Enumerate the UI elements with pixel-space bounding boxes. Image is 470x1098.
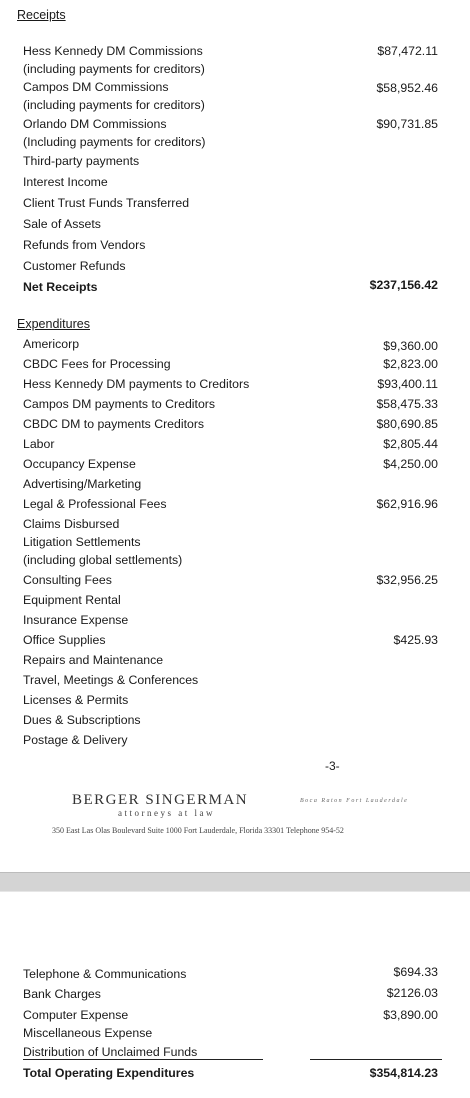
expenditures-heading: Expenditures (17, 317, 90, 331)
line-item-label: Occupancy Expense (23, 457, 136, 471)
line-item-value: $4,250.00 (383, 457, 438, 471)
line-item-label: Litigation Settlements (23, 535, 141, 549)
line-item-label: Orlando DM Commissions (23, 117, 167, 131)
line-item-value: $87,472.11 (377, 44, 438, 58)
line-item-label: Interest Income (23, 175, 108, 189)
line-item-label: Travel, Meetings & Conferences (23, 673, 199, 687)
line-item-label: (Including payments for creditors) (23, 135, 206, 149)
line-item-label: Licenses & Permits (23, 693, 129, 707)
line-item-label: Sale of Assets (23, 217, 101, 231)
line-item-value: $58,952.46 (376, 81, 438, 95)
line-item-label: Customer Refunds (23, 259, 126, 273)
firm-cities: Boca Raton Fort Lauderdale (300, 798, 409, 804)
firm-subtitle: attorneys at law (118, 808, 215, 818)
net-receipts-label: Net Receipts (23, 280, 98, 294)
line-item-label: (including payments for creditors) (23, 98, 205, 112)
total-rule-right (310, 1059, 442, 1060)
line-item-label: Campos DM payments to Creditors (23, 397, 216, 411)
line-item-label: Americorp (23, 337, 80, 351)
page-number: -3- (325, 759, 340, 773)
line-item-label: (including payments for creditors) (23, 62, 205, 76)
line-item-label: Equipment Rental (23, 593, 121, 607)
line-item-label: Client Trust Funds Transferred (23, 196, 190, 210)
line-item-value: $2,823.00 (383, 357, 438, 371)
line-item-value: $80,690.85 (376, 417, 438, 431)
line-item-label: Labor (23, 437, 55, 451)
line-item-label: CBDC DM to payments Creditors (23, 417, 205, 431)
line-item-value: $32,956.25 (376, 573, 438, 587)
line-item-label: Distribution of Unclaimed Funds (23, 1045, 198, 1059)
line-item-value: $90,731.85 (376, 117, 438, 131)
line-item-label: Hess Kennedy DM payments to Creditors (23, 377, 250, 391)
line-item-label: CBDC Fees for Processing (23, 357, 171, 371)
line-item-value: $58,475.33 (376, 397, 438, 411)
line-item-label: Legal & Professional Fees (23, 497, 167, 511)
line-item-label: Dues & Subscriptions (23, 713, 141, 727)
line-item-value: $93,400.11 (377, 377, 438, 391)
line-item-value: $9,360.00 (383, 339, 438, 353)
line-item-label: Consulting Fees (23, 573, 112, 587)
line-item-label: Repairs and Maintenance (23, 653, 164, 667)
line-item-label: (including global settlements) (23, 553, 183, 567)
line-item-value: $2126.03 (386, 986, 438, 1000)
line-item-label: Third-party payments (23, 154, 140, 168)
line-item-value: $425.93 (393, 633, 438, 647)
page-break-divider (0, 872, 470, 892)
firm-address: 350 East Las Olas Boulevard Suite 1000 Fort Lauderdale, Florida 33301 Telephone 954-52 (52, 826, 344, 835)
line-item-label: Telephone & Communications (23, 967, 187, 981)
line-item-label: Hess Kennedy DM Commissions (23, 44, 203, 58)
net-receipts-value: $237,156.42 (369, 278, 438, 292)
line-item-value: $3,890.00 (383, 1008, 438, 1022)
line-item-label: Bank Charges (23, 987, 101, 1001)
line-item-value: $62,916.96 (376, 497, 438, 511)
firm-name: BERGER SINGERMAN (72, 792, 249, 808)
line-item-label: Miscellaneous Expense (23, 1026, 153, 1040)
total-rule-left (23, 1059, 263, 1060)
line-item-label: Insurance Expense (23, 613, 129, 627)
total-expenditures-label: Total Operating Expenditures (23, 1066, 195, 1080)
line-item-label: Postage & Delivery (23, 733, 128, 747)
line-item-label: Computer Expense (23, 1008, 129, 1022)
line-item-label: Refunds from Vendors (23, 238, 146, 252)
receipts-heading: Receipts (17, 8, 66, 22)
line-item-label: Campos DM Commissions (23, 80, 169, 94)
line-item-label: Claims Disbursed (23, 517, 120, 531)
line-item-label: Office Supplies (23, 633, 106, 647)
line-item-value: $2,805.44 (383, 437, 438, 451)
line-item-value: $694.33 (393, 965, 438, 979)
line-item-label: Advertising/Marketing (23, 477, 142, 491)
total-expenditures-value: $354,814.23 (369, 1066, 438, 1080)
